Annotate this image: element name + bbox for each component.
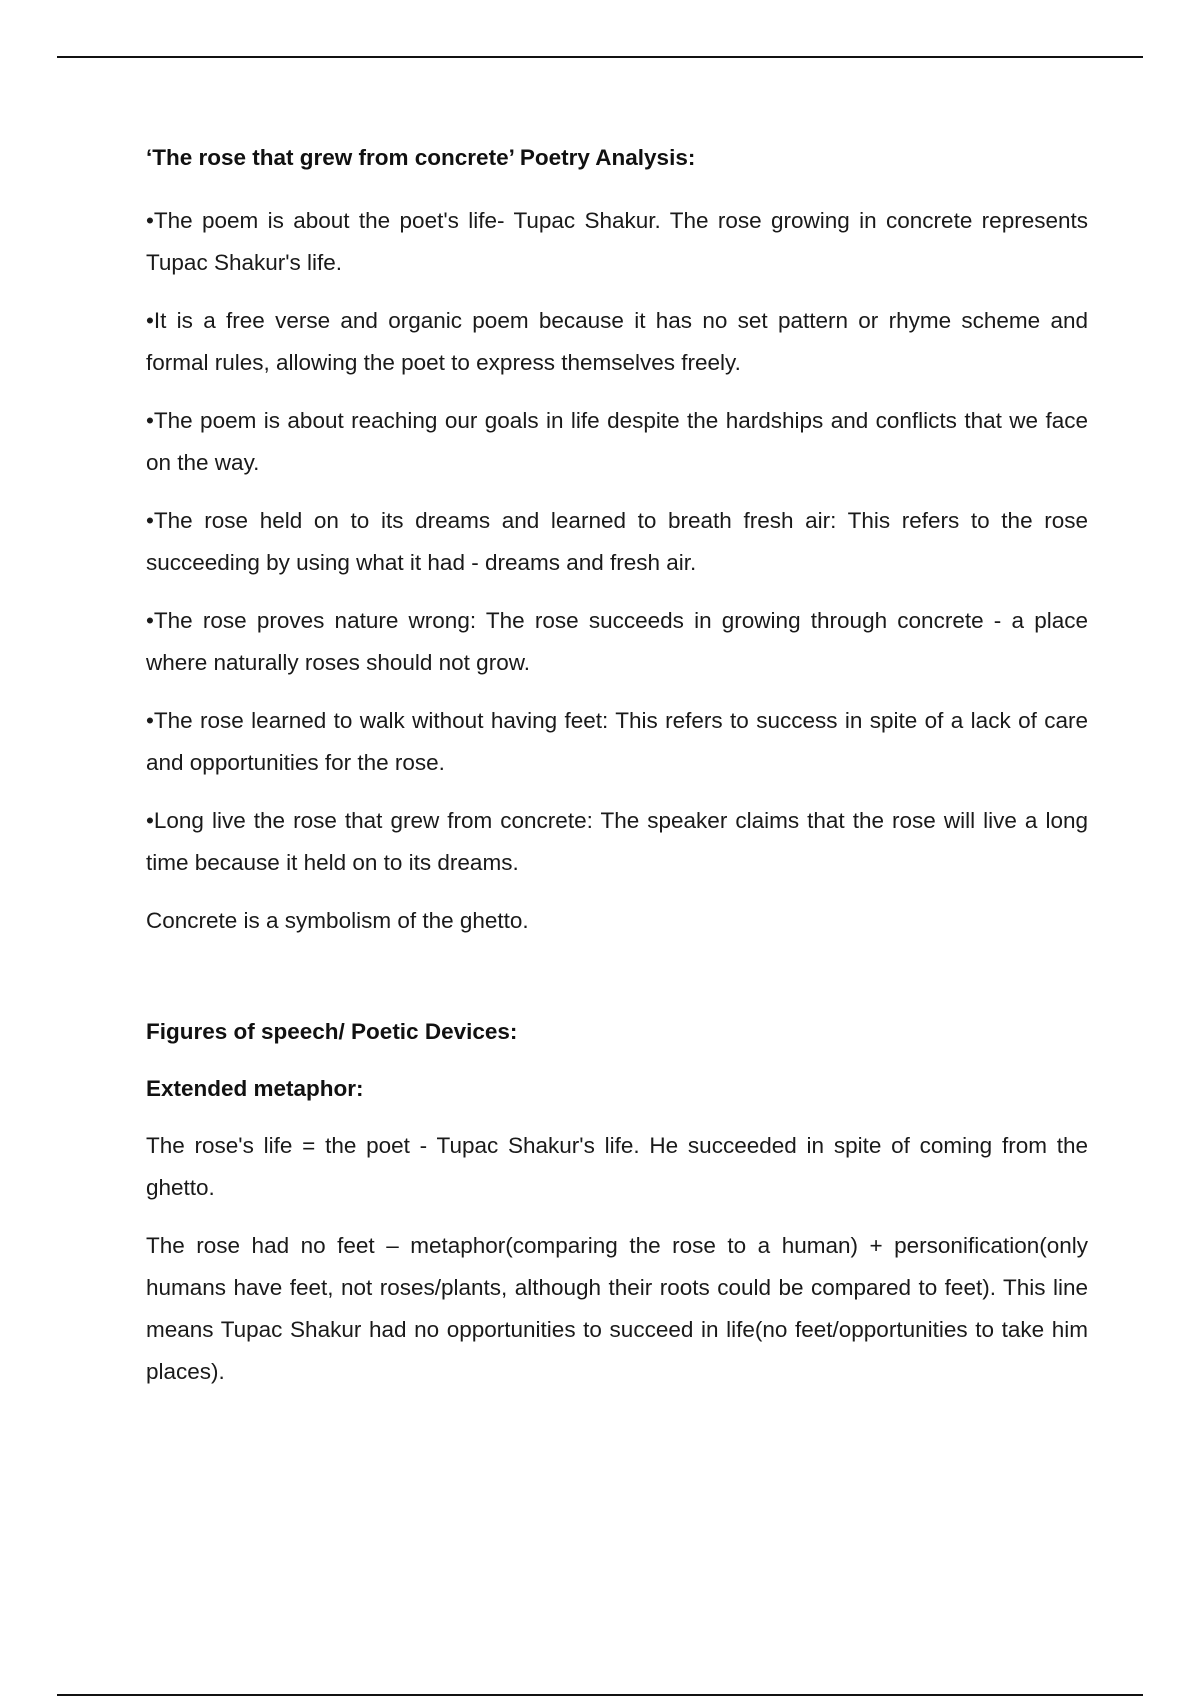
analysis-point-7: •Long live the rose that grew from concrete: The speaker claims that the rose will live a long time because it held on to its dreams. — [146, 808, 1088, 875]
concrete-note: Concrete is a symbolism of the ghetto. — [146, 908, 529, 933]
analysis-point-3: •The poem is about reaching our goals in life despite the hardships and conflicts that we face on the way. — [146, 408, 1088, 475]
extended-metaphor-point-2: The rose had no feet – metaphor(comparing the rose to a human) + personification(only humans have feet, not roses/plants, although their roots could be compared to feet). This line means Tupac Shakur had no opportunities to succeed in life(no feet/opportunities to take him places). — [146, 1233, 1088, 1384]
bottom-rule — [57, 1694, 1143, 1696]
analysis-point-6: •The rose learned to walk without having feet: This refers to success in spite of a lack of care and opportunities for the rose. — [146, 708, 1088, 775]
analysis-point-5: •The rose proves nature wrong: The rose succeeds in growing through concrete - a place where naturally roses should not grow. — [146, 608, 1088, 675]
document-title: ‘The rose that grew from concrete’ Poetry Analysis: — [146, 145, 696, 170]
section-spacer — [146, 942, 1088, 1017]
analysis-point-4: •The rose held on to its dreams and learned to breath fresh air: This refers to the rose succeeding by using what it had - dreams and fresh air. — [146, 508, 1088, 575]
document-body — [146, 143, 1088, 1409]
extended-metaphor-heading: Extended metaphor: — [146, 1076, 364, 1101]
analysis-point-1: •The poem is about the poet's life- Tupac Shakur. The rose growing in concrete represents Tupac Shakur's life. — [146, 208, 1088, 275]
top-rule — [57, 56, 1143, 58]
extended-metaphor-point-1: The rose's life = the poet - Tupac Shakur's life. He succeeded in spite of coming from the ghetto. — [146, 1133, 1088, 1200]
analysis-point-2: •It is a free verse and organic poem because it has no set pattern or rhyme scheme and formal rules, allowing the poet to express themselves freely. — [146, 308, 1088, 375]
devices-heading: Figures of speech/ Poetic Devices: — [146, 1019, 518, 1044]
